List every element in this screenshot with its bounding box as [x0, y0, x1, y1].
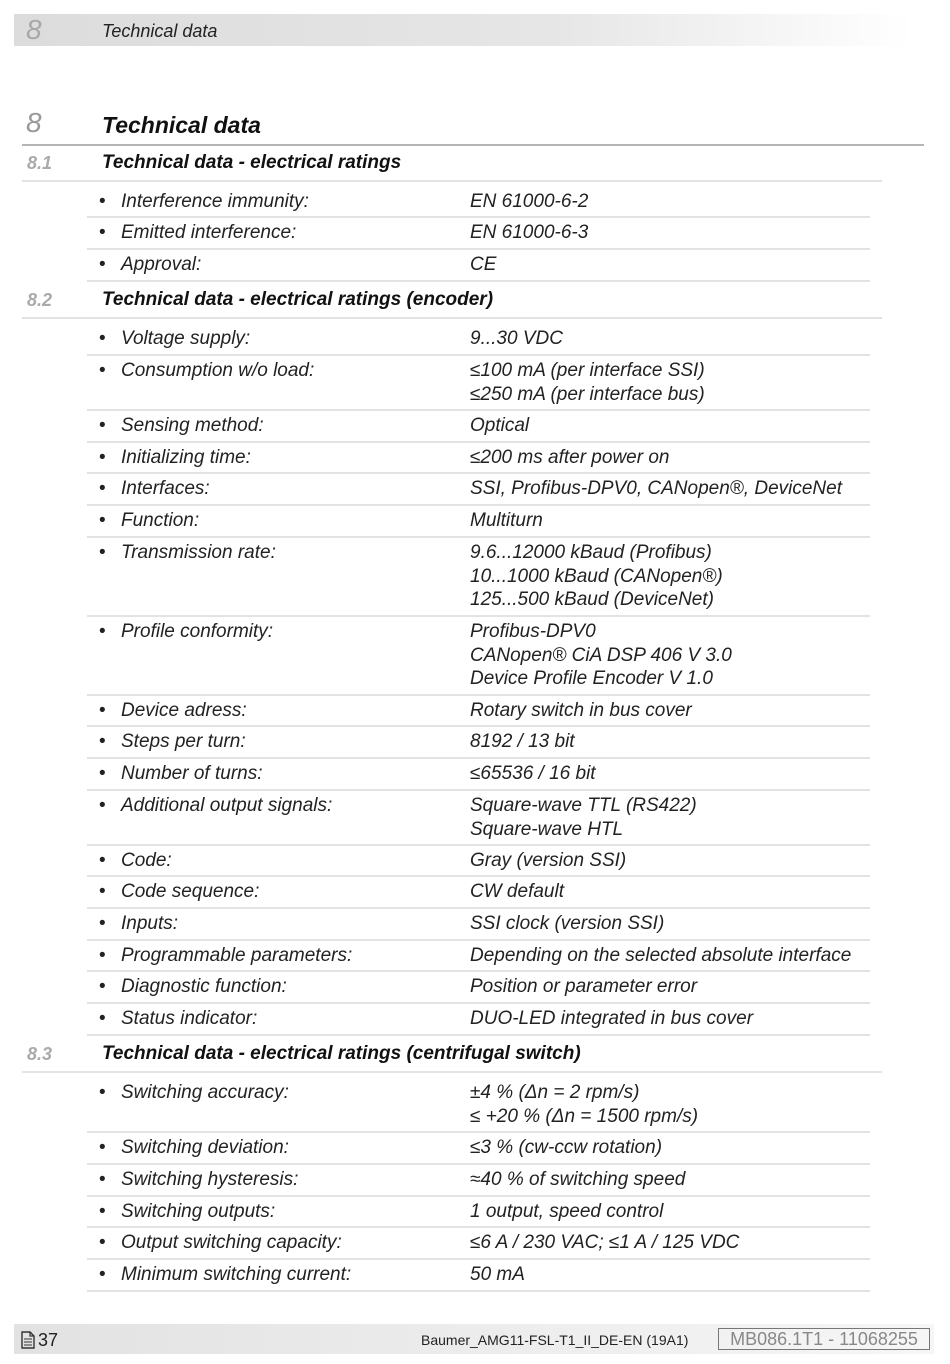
spec-label: Additional output signals:	[121, 795, 333, 816]
spec-row	[87, 409, 870, 443]
bullet-icon: •	[99, 1201, 106, 1222]
spec-value	[470, 944, 851, 968]
spec-label: Diagnostic function:	[121, 976, 287, 997]
spec-value-line: 50 mA	[470, 1264, 525, 1285]
spec-value	[470, 880, 564, 904]
bullet-icon: •	[99, 447, 106, 468]
spec-row	[87, 1195, 870, 1228]
spec-value-line: 125...500 kBaud (DeviceNet)	[470, 589, 714, 610]
spec-row	[87, 1076, 870, 1133]
spec-row	[87, 789, 870, 846]
spec-value-line: Gray (version SSI)	[470, 850, 627, 871]
spec-row	[87, 504, 870, 538]
spec-label: Approval:	[121, 254, 202, 275]
section-number: 8.1	[27, 153, 53, 173]
spec-label: Inputs:	[121, 913, 179, 934]
spec-value-line: CE	[470, 254, 497, 275]
spec-label: Function:	[121, 510, 200, 531]
bullet-icon: •	[99, 254, 106, 275]
spec-row	[87, 694, 870, 727]
section-number: 8.3	[27, 1044, 53, 1064]
spec-value	[470, 794, 697, 841]
spec-row	[87, 757, 870, 791]
bullet-icon: •	[99, 850, 106, 871]
bullet-icon: •	[99, 621, 106, 642]
chapter-title: Technical data	[102, 112, 261, 138]
header-title: Technical data	[102, 21, 218, 41]
spec-value-line: ≤65536 / 16 bit	[470, 763, 596, 784]
spec-value-line: ≤100 mA (per interface SSI)	[470, 360, 705, 381]
bullet-icon: •	[99, 1082, 106, 1103]
spec-value	[470, 477, 842, 501]
spec-value	[470, 541, 723, 612]
spec-value	[470, 253, 496, 277]
spec-value	[470, 1007, 753, 1031]
spec-label: Consumption w/o load:	[121, 360, 315, 381]
spec-value	[470, 699, 692, 723]
bullet-icon: •	[99, 1137, 106, 1158]
spec-value-line: 8192 / 13 bit	[470, 731, 575, 752]
bullet-icon: •	[99, 222, 106, 243]
spec-value	[470, 975, 697, 999]
spec-value-line: Device Profile Encoder V 1.0	[470, 668, 713, 689]
spec-value	[470, 1081, 698, 1128]
bullet-icon: •	[99, 763, 106, 784]
bullet-icon: •	[99, 945, 106, 966]
document-code: MB086.1T1 - 11068255	[718, 1328, 930, 1350]
spec-value-line: Square-wave HTL	[470, 818, 624, 840]
spec-value	[470, 1231, 739, 1255]
bullet-icon: •	[99, 542, 106, 563]
spec-row	[87, 844, 870, 877]
spec-row	[87, 875, 870, 909]
spec-label: Profile conformity:	[121, 621, 274, 642]
section-heading	[22, 1037, 882, 1073]
bullet-icon: •	[99, 913, 106, 934]
section-heading	[22, 146, 882, 182]
page-icon	[21, 1331, 35, 1349]
spec-value-line: Depending on the selected absolute interface	[470, 945, 852, 966]
spec-label: Switching deviation:	[121, 1137, 289, 1158]
bullet-icon: •	[99, 328, 106, 349]
section-heading	[22, 283, 882, 319]
spec-row	[87, 1163, 870, 1197]
spec-value	[470, 1263, 525, 1287]
spec-label: Code sequence:	[121, 881, 260, 902]
spec-row	[87, 907, 870, 941]
bullet-icon: •	[99, 360, 106, 381]
bullet-icon: •	[99, 881, 106, 902]
spec-value-line: ≤250 mA (per interface bus)	[470, 383, 705, 405]
spec-value-line: 1 output, speed control	[470, 1201, 664, 1222]
spec-row	[87, 248, 870, 282]
spec-value	[470, 1168, 685, 1192]
spec-label: Sensing method:	[121, 415, 264, 436]
page-number: 37	[38, 1330, 59, 1350]
spec-value-line: Position or parameter error	[470, 976, 698, 997]
spec-row	[87, 1002, 870, 1036]
spec-row	[87, 354, 870, 411]
spec-value-line: Square-wave TTL (RS422)	[470, 795, 697, 816]
spec-value-line: DUO-LED integrated in bus cover	[470, 1008, 754, 1029]
spec-row	[87, 536, 870, 617]
document-name: Baumer_AMG11-FSL-T1_II_DE-EN (19A1)	[421, 1332, 689, 1348]
spec-value-line: ≤200 ms after power on	[470, 447, 670, 468]
spec-value-line: ≤6 A / 230 VAC; ≤1 A / 125 VDC	[470, 1232, 740, 1253]
bullet-icon: •	[99, 1264, 106, 1285]
spec-row	[87, 970, 870, 1004]
spec-value-line: Rotary switch in bus cover	[470, 700, 692, 721]
spec-value-line: Multiturn	[470, 510, 543, 531]
spec-row	[87, 185, 870, 218]
spec-value	[470, 1200, 663, 1224]
spec-value-line: ≈40 % of switching speed	[470, 1169, 686, 1190]
spec-label: Device adress:	[121, 700, 247, 721]
spec-value	[470, 221, 588, 245]
spec-label: Transmission rate:	[121, 542, 276, 563]
spec-value-line: Optical	[470, 415, 530, 436]
spec-value-line: ±4 % (Δn = 2 rpm/s)	[470, 1082, 640, 1103]
bullet-icon: •	[99, 1008, 106, 1029]
spec-label: Number of turns:	[121, 763, 263, 784]
spec-label: Status indicator:	[121, 1008, 258, 1029]
spec-row	[87, 725, 870, 759]
bullet-icon: •	[99, 976, 106, 997]
section-number: 8.2	[27, 290, 53, 310]
spec-value	[470, 509, 543, 533]
spec-value	[470, 190, 588, 214]
spec-row	[87, 1258, 870, 1292]
spec-row	[87, 216, 870, 250]
spec-label: Interference immunity:	[121, 191, 309, 212]
spec-label: Switching accuracy:	[121, 1082, 289, 1103]
spec-value	[470, 849, 626, 873]
spec-row	[87, 1226, 870, 1260]
section-title: Technical data - electrical ratings (centrifugal switch)	[102, 1043, 581, 1064]
spec-value-line: ≤ +20 % (Δn = 1500 rpm/s)	[470, 1105, 699, 1127]
spec-value	[470, 912, 664, 936]
section-title: Technical data - electrical ratings (encoder)	[102, 289, 494, 310]
spec-label: Output switching capacity:	[121, 1232, 342, 1253]
bullet-icon: •	[99, 795, 106, 816]
bullet-icon: •	[99, 731, 106, 752]
spec-value	[470, 1136, 662, 1160]
bullet-icon: •	[99, 191, 106, 212]
spec-value-line: ≤3 % (cw-ccw rotation)	[470, 1137, 663, 1158]
spec-value-line: 9.6...12000 kBaud (Profibus)	[470, 542, 712, 563]
spec-value-line: CANopen® CiA DSP 406 V 3.0	[470, 644, 732, 666]
header-chapter-number: 8	[26, 14, 42, 45]
spec-value	[470, 359, 705, 406]
spec-label: Programmable parameters:	[121, 945, 353, 966]
bullet-icon: •	[99, 510, 106, 531]
spec-value	[470, 446, 669, 470]
spec-label: Minimum switching current:	[121, 1264, 352, 1285]
spec-label: Initializing time:	[121, 447, 251, 468]
spec-value-line: Profibus-DPV0	[470, 621, 596, 642]
bullet-icon: •	[99, 415, 106, 436]
spec-row	[87, 615, 870, 696]
chapter-number: 8	[26, 107, 42, 138]
spec-value-line: SSI, Profibus-DPV0, CANopen®, DeviceNet	[470, 478, 842, 499]
spec-value	[470, 762, 596, 786]
spec-value-line: EN 61000-6-3	[470, 222, 589, 243]
spec-label: Interfaces:	[121, 478, 210, 499]
spec-label: Switching hysteresis:	[121, 1169, 299, 1190]
spec-value	[470, 327, 563, 351]
spec-value-line: CW default	[470, 881, 564, 902]
spec-label: Voltage supply:	[121, 328, 251, 349]
spec-row	[87, 441, 870, 474]
spec-label: Switching outputs:	[121, 1201, 276, 1222]
spec-value-line: SSI clock (version SSI)	[470, 913, 665, 934]
spec-value-line: EN 61000-6-2	[470, 191, 589, 212]
bullet-icon: •	[99, 478, 106, 499]
spec-row	[87, 1131, 870, 1165]
spec-row	[87, 322, 870, 356]
spec-value	[470, 620, 732, 691]
spec-row	[87, 472, 870, 506]
spec-label: Emitted interference:	[121, 222, 297, 243]
spec-value	[470, 414, 529, 438]
spec-label: Steps per turn:	[121, 731, 246, 752]
spec-value	[470, 730, 575, 754]
spec-row	[87, 939, 870, 972]
bullet-icon: •	[99, 1169, 106, 1190]
spec-value-line: 10...1000 kBaud (CANopen®)	[470, 565, 723, 587]
spec-label: Code:	[121, 850, 172, 871]
section-title: Technical data - electrical ratings	[102, 152, 402, 173]
bullet-icon: •	[99, 1232, 106, 1253]
spec-value-line: 9...30 VDC	[470, 328, 563, 349]
bullet-icon: •	[99, 700, 106, 721]
